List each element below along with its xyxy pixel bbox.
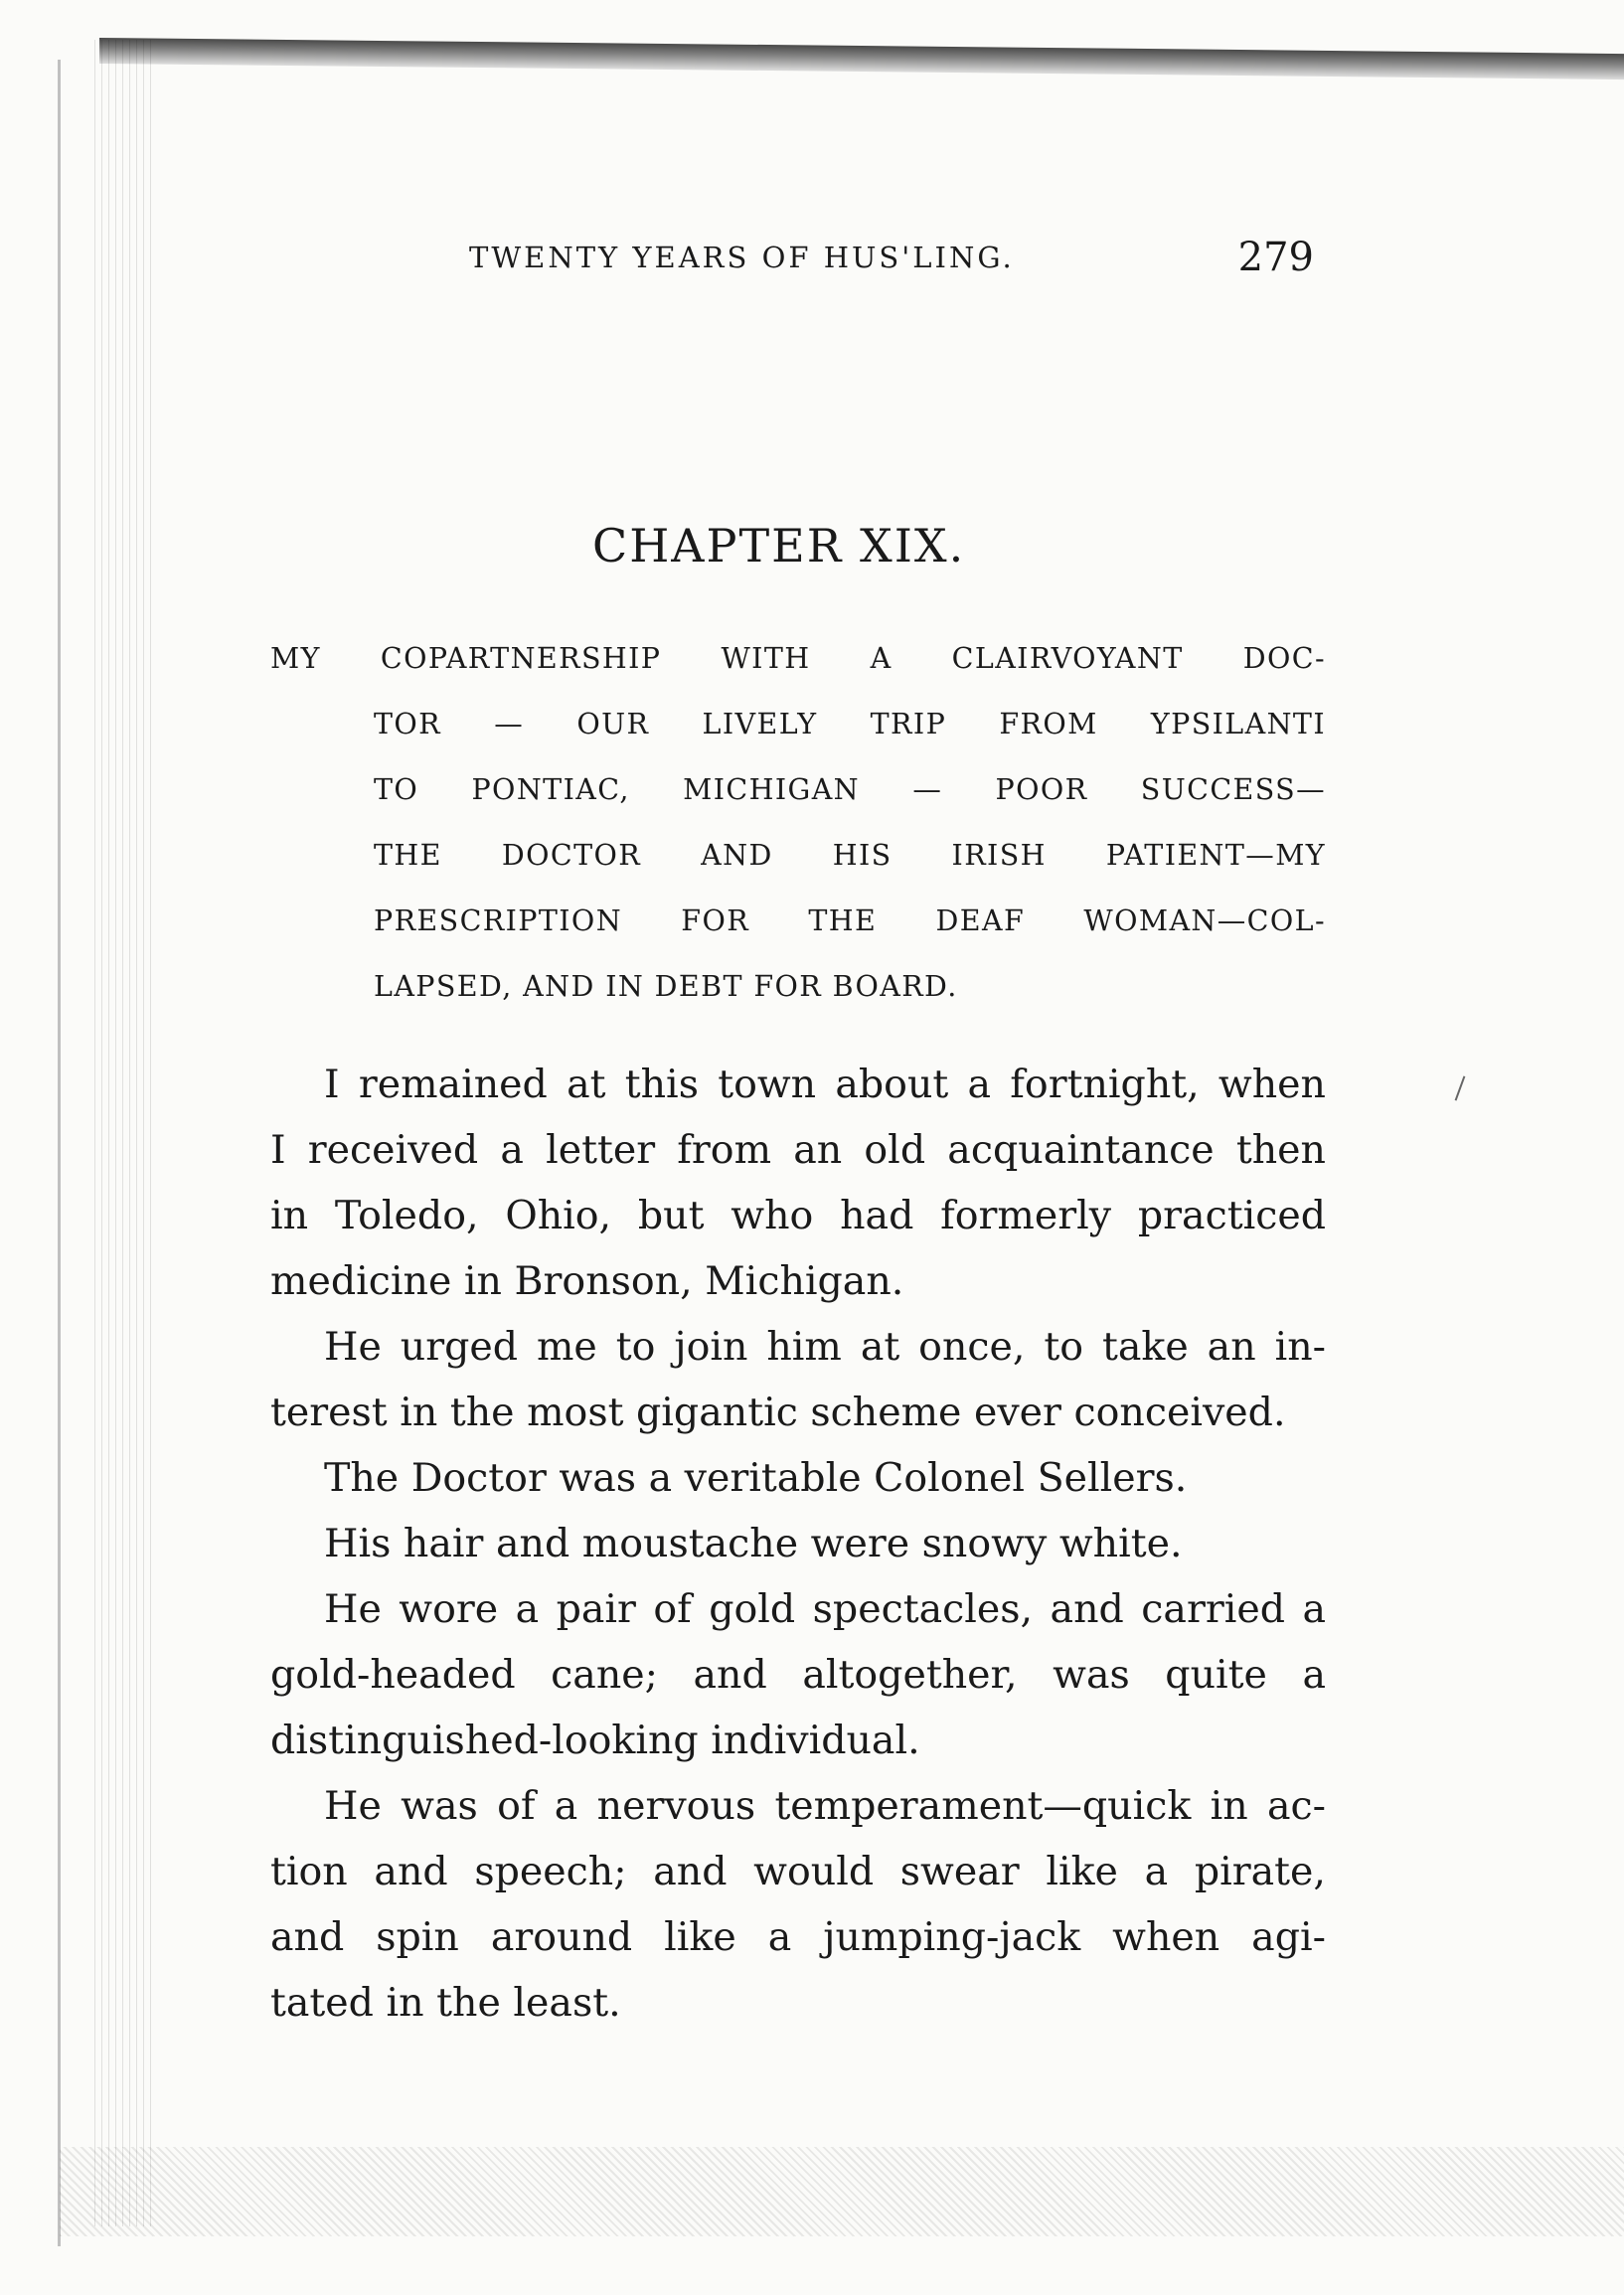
text-line: tated in the least. [270, 1980, 621, 2026]
scan-top-edge [99, 38, 1624, 80]
text-line: He wore a pair of gold spectacles, and carried a [324, 1586, 1326, 1632]
text-line: medicine in Bronson, Michigan. [270, 1258, 904, 1304]
text-line: The Doctor was a veritable Colonel Sellers. [324, 1455, 1188, 1501]
text-line: in Toledo, Ohio, but who had formerly practiced [270, 1193, 1326, 1238]
synopsis-line: PRESCRIPTION FOR THE DEAF WOMAN—COL- [374, 904, 1326, 937]
text-line: and spin around like a jumping-jack when agi- [270, 1914, 1326, 1960]
body-text [270, 1052, 1326, 2036]
page-number: 279 [1237, 235, 1314, 280]
text-line: His hair and moustache were snowy white. [324, 1521, 1183, 1566]
text-line: tion and speech; and would swear like a pirate, [270, 1849, 1326, 1894]
chapter-synopsis [270, 626, 1326, 1020]
chapter-title: CHAPTER XIX. [592, 519, 966, 573]
synopsis-line: TOR — OUR LIVELY TRIP FROM YPSILANTI [374, 708, 1326, 740]
scan-left-edge [94, 40, 154, 2226]
running-head [469, 235, 1324, 284]
synopsis-line: MY COPARTNERSHIP WITH A CLAIRVOYANT DOC- [270, 642, 1326, 675]
text-line: I remained at this town about a fortnight, when [324, 1062, 1326, 1107]
scan-left-border [58, 60, 61, 2246]
text-line: He was of a nervous temperament—quick in ac- [324, 1783, 1326, 1829]
text-line: I received a letter from an old acquaintance then [270, 1127, 1326, 1173]
text-line: distinguished-looking individual. [270, 1718, 920, 1763]
synopsis-line: TO PONTIAC, MICHIGAN — POOR SUCCESS— [374, 773, 1326, 806]
text-line: He urged me to join him at once, to take an in- [324, 1324, 1326, 1370]
running-title: TWENTY YEARS OF HUS'LING. [469, 241, 1015, 274]
synopsis-line: THE DOCTOR AND HIS IRISH PATIENT—MY [374, 839, 1326, 872]
synopsis-line: LAPSED, AND IN DEBT FOR BOARD. [374, 970, 958, 1003]
text-line: gold-headed cane; and altogether, was quite a [270, 1652, 1326, 1698]
scan-speck [1455, 1075, 1466, 1100]
text-line: terest in the most gigantic scheme ever conceived. [270, 1390, 1286, 1435]
scan-bottom-edge [60, 2147, 1624, 2236]
